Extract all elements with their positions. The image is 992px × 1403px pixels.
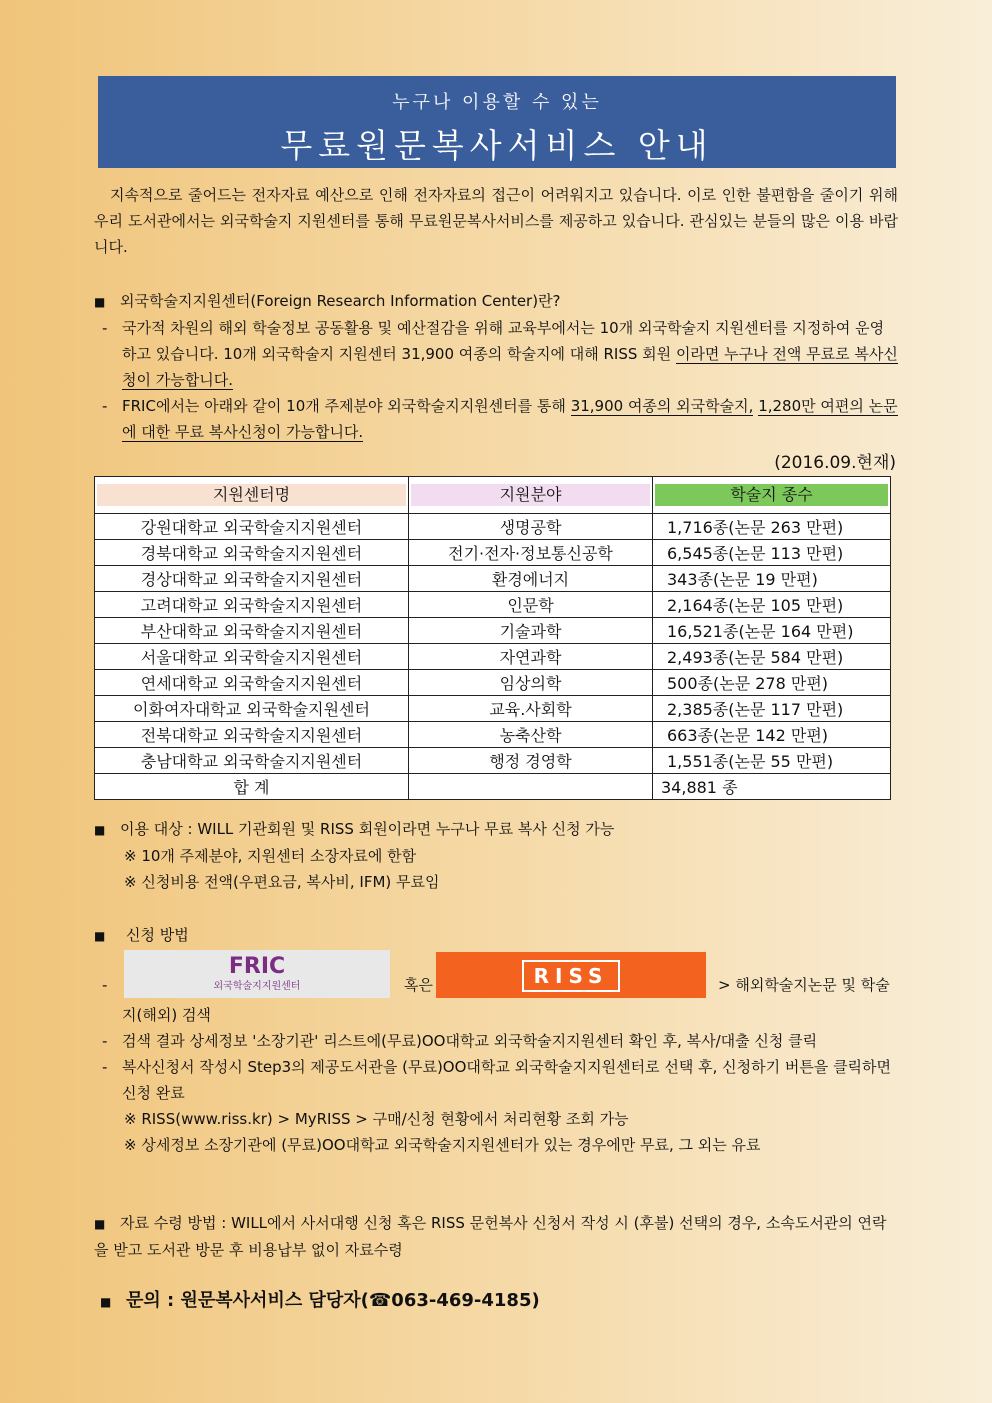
riss-logo-text: RISS bbox=[522, 960, 621, 992]
journal-count: 1,716종(논문 263 만편) bbox=[653, 514, 891, 540]
square-bullet-icon: ■ bbox=[94, 1217, 106, 1231]
usage-note-1: ※ 10개 주제분야, 지원센터 소장자료에 한함 bbox=[124, 847, 417, 865]
header-cell: 지원센터명 bbox=[95, 477, 409, 514]
method-note-1: ※ RISS(www.riss.kr) > MyRISS > 구매/신청 현황에서 처리현황 조회 가능 bbox=[124, 1110, 629, 1128]
center-field: 행정 경영학 bbox=[409, 748, 653, 774]
table-total-row bbox=[95, 774, 891, 800]
method-step-2 bbox=[94, 1028, 898, 1054]
dash-bullet: - bbox=[102, 1058, 108, 1076]
table-row bbox=[95, 696, 891, 722]
journal-count: 6,545종(논문 113 만편) bbox=[653, 540, 891, 566]
fric-heading: 외국학술지지원센터(Foreign Research Information Center)란? bbox=[120, 292, 561, 310]
center-field: 자연과학 bbox=[409, 644, 653, 670]
method-step-3-text: 복사신청서 작성시 Step3의 제공도서관을 (무료)OO대학교 외국학술지지원센터로 선택 후, 신청하기 버튼을 클릭하면 신청 완료 bbox=[122, 1058, 892, 1102]
contact-line bbox=[100, 1286, 540, 1312]
contact-text: 문의 : 원문복사서비스 담당자(☎063-469-4185) bbox=[126, 1290, 540, 1311]
center-field: 교육.사회학 bbox=[409, 696, 653, 722]
fric-section bbox=[94, 288, 898, 445]
dash-bullet: - bbox=[102, 397, 108, 415]
date-note: (2016.09.현재) bbox=[774, 453, 896, 473]
square-bullet-icon: ■ bbox=[94, 929, 106, 943]
empty-cell bbox=[409, 774, 653, 800]
journal-count: 2,164종(논문 105 만편) bbox=[653, 592, 891, 618]
center-field: 환경에너지 bbox=[409, 566, 653, 592]
square-bullet-icon: ■ bbox=[94, 823, 106, 837]
header-cell: 지원분야 bbox=[409, 477, 653, 514]
method-step-3 bbox=[94, 1054, 898, 1106]
usage-line bbox=[94, 816, 898, 843]
center-name: 이화여자대학교 외국학술지원센터 bbox=[95, 696, 409, 722]
fric-item-1 bbox=[94, 315, 898, 393]
center-field: 기술과학 bbox=[409, 618, 653, 644]
dash-bullet: - bbox=[102, 1032, 108, 1050]
center-name: 충남대학교 외국학술지지원센터 bbox=[95, 748, 409, 774]
title-banner bbox=[98, 76, 896, 168]
center-name: 서울대학교 외국학술지지원센터 bbox=[95, 644, 409, 670]
journal-count: 2,385종(논문 117 만편) bbox=[653, 696, 891, 722]
method-heading: 신청 방법 bbox=[126, 926, 189, 944]
square-bullet-icon: ■ bbox=[100, 1295, 112, 1309]
fric-item-2-underlined-a: 31,900 여종의 외국학술지, bbox=[570, 397, 754, 415]
after-logo-text: > 해외학술지논문 및 학술 bbox=[718, 976, 890, 994]
method-steps bbox=[94, 1002, 898, 1158]
receive-text: 자료 수령 방법 : WILL에서 사서대행 신청 혹은 RISS 문헌복사 신청서 작성 시 (후불) 선택의 경우, 소속도서관의 연락을 받고 도서관 방문 후 비용납부 없이 자료수령 bbox=[94, 1214, 887, 1259]
total-value: 34,881 종 bbox=[653, 774, 891, 800]
riss-logo[interactable] bbox=[436, 952, 706, 998]
table-row bbox=[95, 670, 891, 696]
journal-count: 2,493종(논문 584 만편) bbox=[653, 644, 891, 670]
center-field: 생명공학 bbox=[409, 514, 653, 540]
table-row bbox=[95, 618, 891, 644]
dash-bullet: - bbox=[102, 319, 108, 337]
dash-bullet: - bbox=[102, 976, 108, 994]
total-label: 합 계 bbox=[95, 774, 409, 800]
usage-section bbox=[94, 816, 898, 895]
journal-count: 343종(논문 19 만편) bbox=[653, 566, 891, 592]
center-name: 부산대학교 외국학술지지원센터 bbox=[95, 618, 409, 644]
fric-logo-subtitle: 외국학술지지원센터 bbox=[213, 981, 301, 992]
fric-item-1-underlined: 이라면 누구나 전액 무료로 복사신청이 가능합니다. bbox=[122, 345, 898, 389]
support-center-table bbox=[94, 476, 891, 800]
journal-count: 1,551종(논문 55 만편) bbox=[653, 748, 891, 774]
fric-item-1-text: 국가적 차원의 해외 학술정보 공동활용 및 예산절감을 위해 교육부에서는 10개 외국학술지 지원센터를 지정하여 운영하고 있습니다. 10개 외국학술지 지원센터 31,900 여종의 학술지에 대해 RISS 회원 bbox=[122, 319, 885, 363]
center-field: 인문학 bbox=[409, 592, 653, 618]
journal-count: 16,521종(논문 164 만편) bbox=[653, 618, 891, 644]
intro-paragraph: 지속적으로 줄어드는 전자자료 예산으로 인해 전자자료의 접근이 어려워지고 있습니다. 이로 인한 불편함을 줄이기 위해 우리 도서관에서는 외국학술지 지원센터를 통해 무료원문복사서비스를 제공하고 있습니다. 관심있는 분들의 많은 이용 바랍니다. bbox=[94, 186, 898, 256]
center-name: 고려대학교 외국학술지지원센터 bbox=[95, 592, 409, 618]
table-row bbox=[95, 748, 891, 774]
square-bullet-icon: ■ bbox=[94, 295, 106, 309]
usage-text: 이용 대상 : WILL 기관회원 및 RISS 회원이라면 누구나 무료 복사 신청 가능 bbox=[120, 820, 615, 838]
header-cell: 학술지 종수 bbox=[653, 477, 891, 514]
after-logo-continued: 지(해외) 검색 bbox=[122, 1006, 211, 1024]
table-row bbox=[95, 722, 891, 748]
fric-heading-line bbox=[94, 288, 898, 315]
center-field: 전기·전자·정보통신공학 bbox=[409, 540, 653, 566]
table-row bbox=[95, 514, 891, 540]
or-word: 혹은 bbox=[404, 976, 433, 994]
fric-item-2-underlined-b: 1,280만 여편의 논문에 대한 무료 복사신청이 가능합니다. bbox=[122, 397, 898, 441]
usage-note-2: ※ 신청비용 전액(우편요금, 복사비, IFM) 무료임 bbox=[124, 873, 440, 891]
center-field: 농축산학 bbox=[409, 722, 653, 748]
fric-item-2-text: FRIC에서는 아래와 같이 10개 주제분야 외국학술지지원센터를 통해 bbox=[122, 397, 566, 415]
method-note-2: ※ 상세정보 소장기관에 (무료)OO대학교 외국학술지지원센터가 있는 경우에만 무료, 그 외는 유료 bbox=[124, 1136, 761, 1154]
method-step-2-text: 검색 결과 상세정보 '소장기관' 리스트에(무료)OO대학교 외국학술지지원센터 확인 후, 복사/대출 신청 클릭 bbox=[122, 1032, 818, 1050]
fric-logo[interactable] bbox=[124, 950, 390, 998]
table-row bbox=[95, 566, 891, 592]
center-name: 전북대학교 외국학술지지원센터 bbox=[95, 722, 409, 748]
center-field: 임상의학 bbox=[409, 670, 653, 696]
table-row bbox=[95, 540, 891, 566]
center-name: 경상대학교 외국학술지지원센터 bbox=[95, 566, 409, 592]
banner-subtitle: 누구나 이용할 수 있는 bbox=[392, 92, 602, 113]
fric-logo-title: FRIC bbox=[228, 954, 286, 979]
table-header-row bbox=[95, 477, 891, 514]
receive-section bbox=[94, 1210, 898, 1263]
fric-item-2 bbox=[94, 393, 898, 445]
center-name: 경북대학교 외국학술지지원센터 bbox=[95, 540, 409, 566]
center-name: 강원대학교 외국학술지지원센터 bbox=[95, 514, 409, 540]
table-row bbox=[95, 644, 891, 670]
journal-count: 500종(논문 278 만편) bbox=[653, 670, 891, 696]
banner-title: 무료원문복사서비스 안내 bbox=[280, 126, 714, 165]
journal-count: 663종(논문 142 만편) bbox=[653, 722, 891, 748]
table-row bbox=[95, 592, 891, 618]
center-name: 연세대학교 외국학술지지원센터 bbox=[95, 670, 409, 696]
method-heading-line bbox=[94, 922, 898, 949]
